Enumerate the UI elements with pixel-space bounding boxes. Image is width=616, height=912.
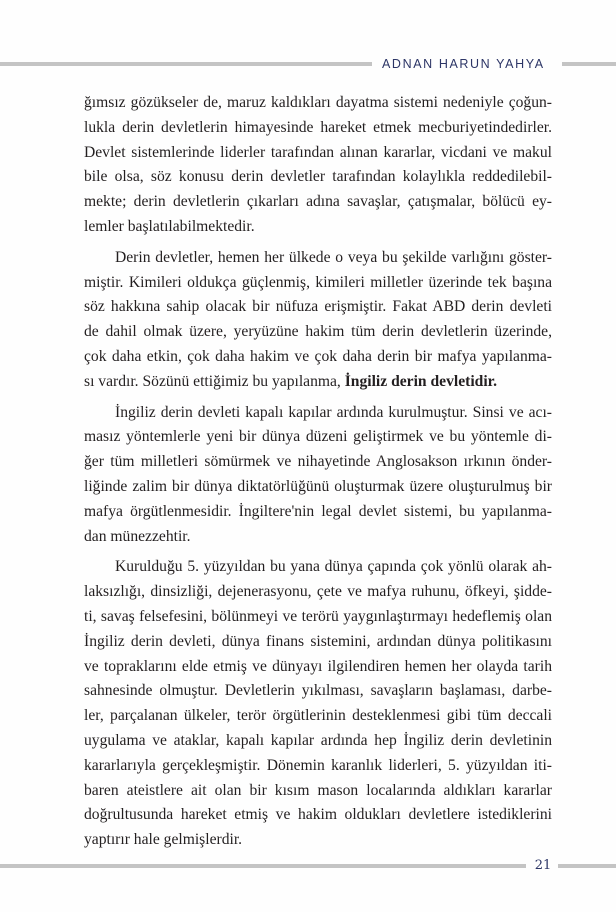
text-line: baren ateistlere ait olan bir kısım mason localarında aldıkları kararlar — [84, 781, 552, 799]
text-line: ğımsız gözükseler de, maruz kaldıkları dayatma sistemi nedeniyle çoğun- — [84, 94, 552, 111]
text-line: söz hakkına sahip olacak bir nüfuza erişmiştir. Fakat ABD derin devleti — [84, 298, 552, 316]
text-line: çok daha etkin, çok daha hakim ve çok daha derin bir mafya yapılanma- — [84, 347, 552, 365]
body-text — [84, 91, 552, 859]
text-line: uygulama ve ataklar, kapalı kapılar ardında hep İngiliz derin devletinin — [84, 731, 552, 749]
paragraph-1 — [84, 91, 552, 240]
text-line: kararlarıyla gerçekleşmiştir. Dönemin karanlık liderleri, 5. yüzyıldan iti- — [84, 756, 552, 774]
header-rule-left — [0, 62, 372, 66]
text-line: yaptırır hale gelmişlerdir. — [84, 831, 243, 849]
text-line: dan münezzehtir. — [84, 527, 191, 545]
running-footer — [0, 856, 616, 876]
paragraph-2 — [84, 246, 552, 395]
text-line: mekte; derin devletlerin çıkarları adına savaşlar, çatışmalar, bölücü ey- — [84, 193, 552, 211]
text-line: masız yöntemlerle yeni bir dünya düzeni geliştirmek ve bu yöntemle di- — [84, 428, 552, 446]
text-line: ti, savaş felsefesini, bölünmeyi ve terörü yaygınlaştırmayı hedeflemiş olan — [84, 607, 552, 625]
text-line: Kurulduğu 5. yüzyıldan bu yana dünya çapında çok yönlü olarak ah- — [115, 558, 552, 576]
text-run: sı vardır. Sözünü ettiğimiz bu yapılanma, — [84, 372, 345, 390]
text-line: laksızlığı, dinsizliği, dejenerasyonu, çete ve mafya ruhunu, öfkeyi, şidde- — [84, 583, 552, 601]
running-header — [0, 54, 616, 74]
text-line: bile olsa, söz konusu derin devletler tarafından kolaylıkla reddedilebil- — [84, 168, 552, 186]
author-name: ADNAN HARUN YAHYA — [382, 57, 545, 71]
text-line: Derin devletler, hemen her ülkede o veya bu şekilde varlığını göster- — [115, 248, 552, 266]
text-line: lukla derin devletlerin himayesinde hareket etmek mecburiyetindedirler. — [84, 118, 552, 136]
footer-rule-left — [0, 864, 526, 868]
text-line: mafya örgütlenmesidir. İngiltere'nin legal devlet sistemi, bu yapılanma- — [84, 502, 552, 520]
text-line: liğinde zalim bir dünya diktatörlüğünü oluşturmak üzere oluşturulmuş bir — [84, 477, 552, 495]
text-line: İngiliz derin devleti kapalı kapılar ardında kurulmuştur. Sinsi ve acı- — [115, 403, 552, 421]
text-line — [84, 370, 552, 395]
text-line: ve topraklarını elde etmiş ve dünyayı ilgilendiren hemen her olayda tarih — [84, 657, 552, 675]
emphasized-phrase: İngiliz derin devletidir. — [344, 372, 498, 390]
text-line: lemler başlatılabilmektedir. — [84, 217, 255, 235]
text-line: doğrultusunda hareket etmiş ve hakim oldukları devletlere istediklerini — [84, 806, 552, 824]
header-rule-right — [562, 62, 616, 66]
footer-rule-right — [558, 864, 616, 868]
page-number: 21 — [534, 858, 552, 873]
text-line: Devlet sistemlerinde liderler tarafından alınan kararlar, vicdani ve makul — [84, 143, 552, 161]
text-line: ler, parçalanan ülkeler, terör örgütlerinin desteklenmesi gibi tüm deccali — [84, 707, 552, 725]
text-line: ğer tüm milletleri sömürmek ve nihayetinde Anglosakson ırkının önder- — [84, 453, 552, 471]
text-line: de dahil olmak üzere, yeryüzüne hakim tüm derin devletlerin üzerinde, — [84, 323, 552, 341]
paragraph-3 — [84, 401, 552, 550]
text-line: İngiliz derin devleti, dünya finans sistemini, ardından dünya politikasını — [84, 632, 552, 650]
text-line: miştir. Kimileri oldukça güçlenmiş, kimileri milletler üzerinde tek başına — [84, 273, 552, 291]
paragraph-4 — [84, 555, 552, 853]
text-line: sahnesinde olmuştur. Devletlerin yıkılması, savaşların başlaması, darbe- — [84, 682, 552, 700]
